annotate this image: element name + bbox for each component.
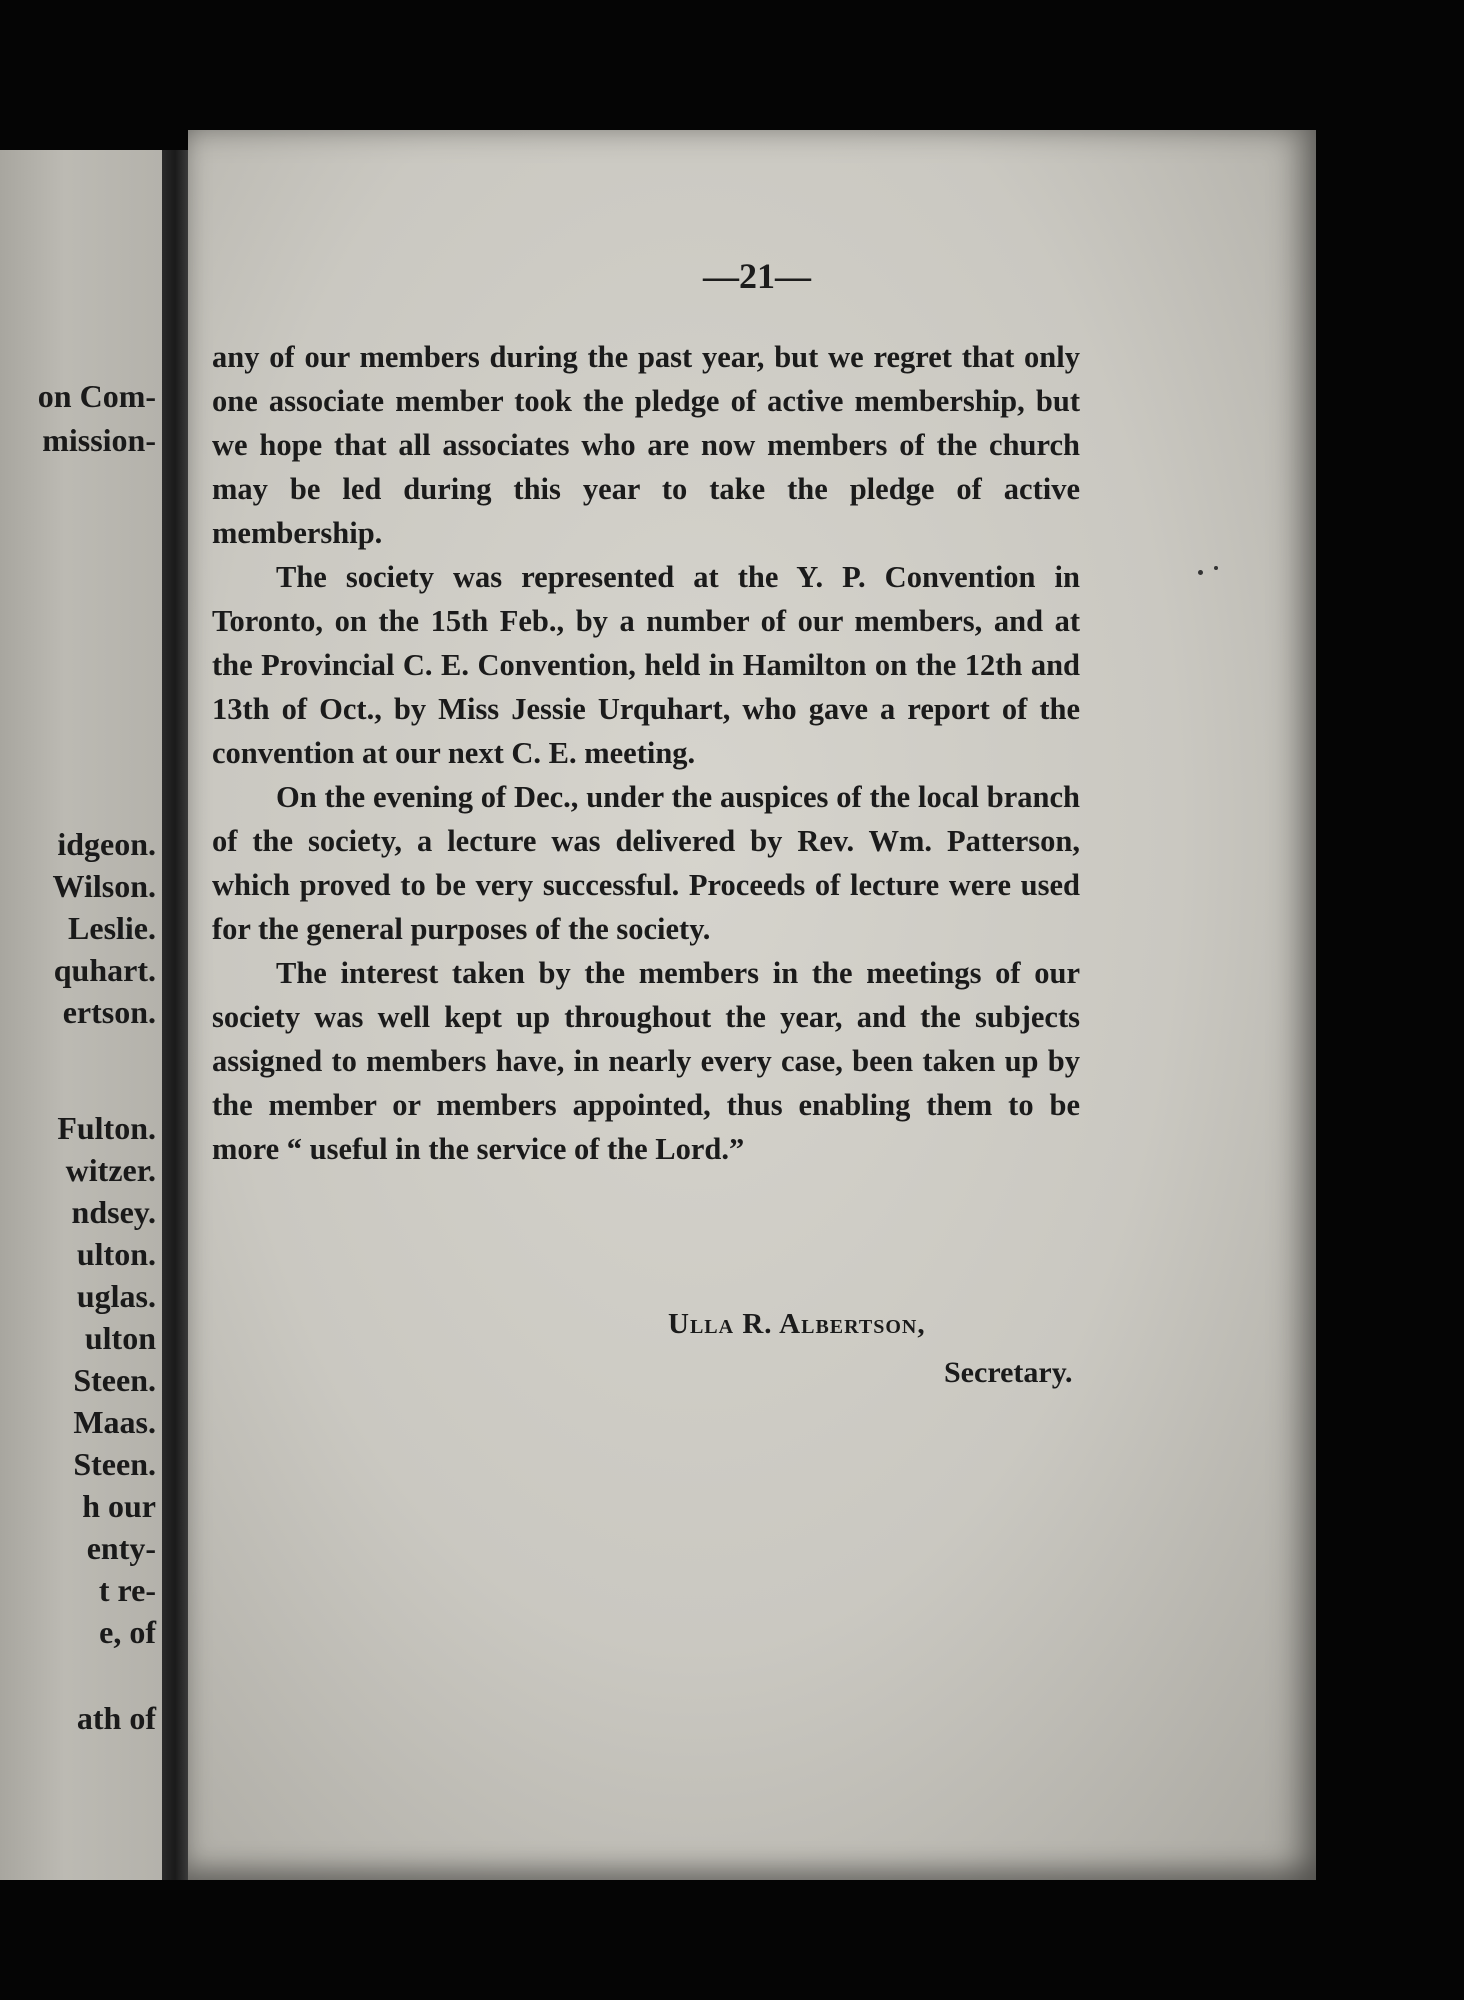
signature-title: Secretary. — [944, 1356, 1073, 1389]
page-number: —21— — [703, 256, 811, 296]
left-page-line: ulton. — [76, 1236, 156, 1272]
left-page-line: on Com- — [37, 378, 156, 414]
left-page-line: ndsey. — [71, 1194, 156, 1230]
left-page-line: idgeon. — [57, 826, 156, 862]
left-page-line: Leslie. — [68, 910, 156, 946]
left-page-line: ulton — [84, 1320, 156, 1356]
left-page-line: Wilson. — [52, 868, 156, 904]
left-page-line: quhart. — [53, 952, 156, 988]
paragraph: any of our members during the past year, but we regret that only one associate member took the pledge of active membership, but we hope that all associates who are now members of the church may be led during this year to take the pledge of active membership. — [212, 340, 1080, 550]
left-page-line: ertson. — [62, 994, 156, 1030]
paragraph: On the evening of Dec., under the auspices of the local branch of the society, a lecture was delivered by Rev. Wm. Patterson, which proved to be very successful. Proceeds of lecture were used for the general purposes of the society. — [212, 780, 1080, 946]
left-page-line: h our — [82, 1488, 156, 1524]
ink-speck — [1214, 566, 1218, 570]
paragraph: The society was represented at the Y. P. Convention in Toronto, on the 15th Feb., by a number of our members, and at the Provincial C. E. Convention, held in Hamilton on the 12th and 13th of Oct., by Miss Jessie Urquhart, who gave a report of the convention at our next C. E. meeting. — [212, 560, 1080, 770]
left-page-line: t re- — [98, 1572, 156, 1608]
left-page-line: mission- — [42, 422, 156, 458]
right-page — [188, 130, 1316, 1880]
left-page-fragment — [0, 150, 162, 1880]
left-page-line: witzer. — [65, 1152, 156, 1188]
paragraph: The interest taken by the members in the meetings of our society was well kept up throughout the year, and the subjects assigned to members have, in nearly every case, been taken up by the member or members appointed, thus enabling them to be more “ useful in the service of the Lord.” — [212, 956, 1080, 1166]
left-page-line: Steen. — [73, 1362, 156, 1398]
body-text — [212, 335, 1080, 1171]
left-page-line: Steen. — [73, 1446, 156, 1482]
ink-speck — [1198, 570, 1203, 575]
page-gutter — [162, 150, 188, 1880]
left-page-line: Fulton. — [57, 1110, 156, 1146]
left-page-line: ath of — [76, 1700, 156, 1736]
left-page-line: e, of — [99, 1614, 156, 1650]
left-page-line: uglas. — [76, 1278, 156, 1314]
left-page-line: enty- — [86, 1530, 156, 1566]
signature-name: Ulla R. Albertson, — [668, 1308, 926, 1340]
left-page-line: Maas. — [73, 1404, 156, 1440]
